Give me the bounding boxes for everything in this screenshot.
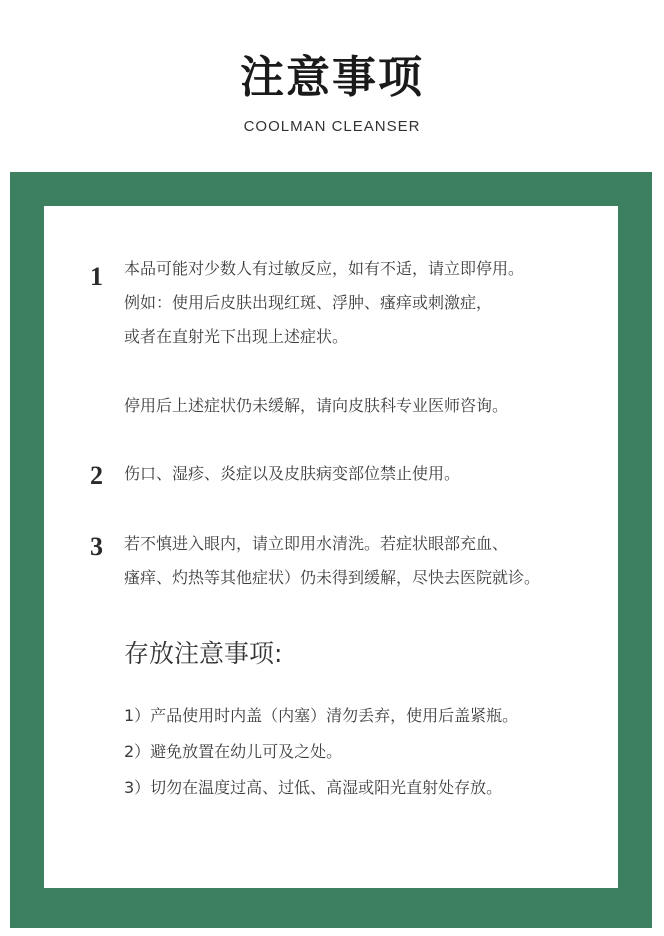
storage-title: 存放注意事项: (124, 639, 283, 668)
storage-item-1: 1）产品使用时内盖（内塞）清勿丢弃，使用后盖紧瓶。 (124, 706, 519, 725)
item-3-line-2: 瘙痒、灼热等其他症状）仍未得到缓解，尽快去医院就诊。 (124, 568, 541, 587)
item-number-3: 3 (90, 532, 103, 561)
storage-list (124, 698, 518, 806)
item-1-line-2: 例如：使用后皮肤出现红斑、浮肿、瘙痒或刺激症， (124, 293, 493, 312)
item-1-note (124, 389, 604, 423)
item-3-text (124, 527, 604, 595)
item-number-2: 2 (90, 461, 103, 490)
item-2-text (124, 457, 604, 491)
item-1-text (124, 252, 604, 354)
item-1-line-1: 本品可能对少数人有过敏反应，如有不适，请立即停用。 (124, 259, 525, 278)
item-number-1: 1 (90, 262, 103, 291)
content-card (44, 206, 618, 888)
page-title: 注意事项 (240, 52, 424, 103)
storage-item-2: 2）避免放置在幼儿可及之处。 (124, 742, 343, 761)
storage-item-3: 3）切勿在温度过高、过低、高湿或阳光直射处存放。 (124, 778, 503, 797)
page-subtitle: COOLMAN CLEANSER (243, 118, 421, 135)
item-1-line-3: 或者在直射光下出现上述症状。 (124, 327, 349, 346)
item-2-line-1: 伤口、湿疹、炎症以及皮肤病变部位禁止使用。 (124, 464, 461, 483)
item-1-note-line: 停用后上述症状仍未缓解，请向皮肤科专业医师咨询。 (124, 396, 509, 415)
item-3-line-1: 若不慎进入眼内，请立即用水清洗。若症状眼部充血、 (124, 534, 509, 553)
